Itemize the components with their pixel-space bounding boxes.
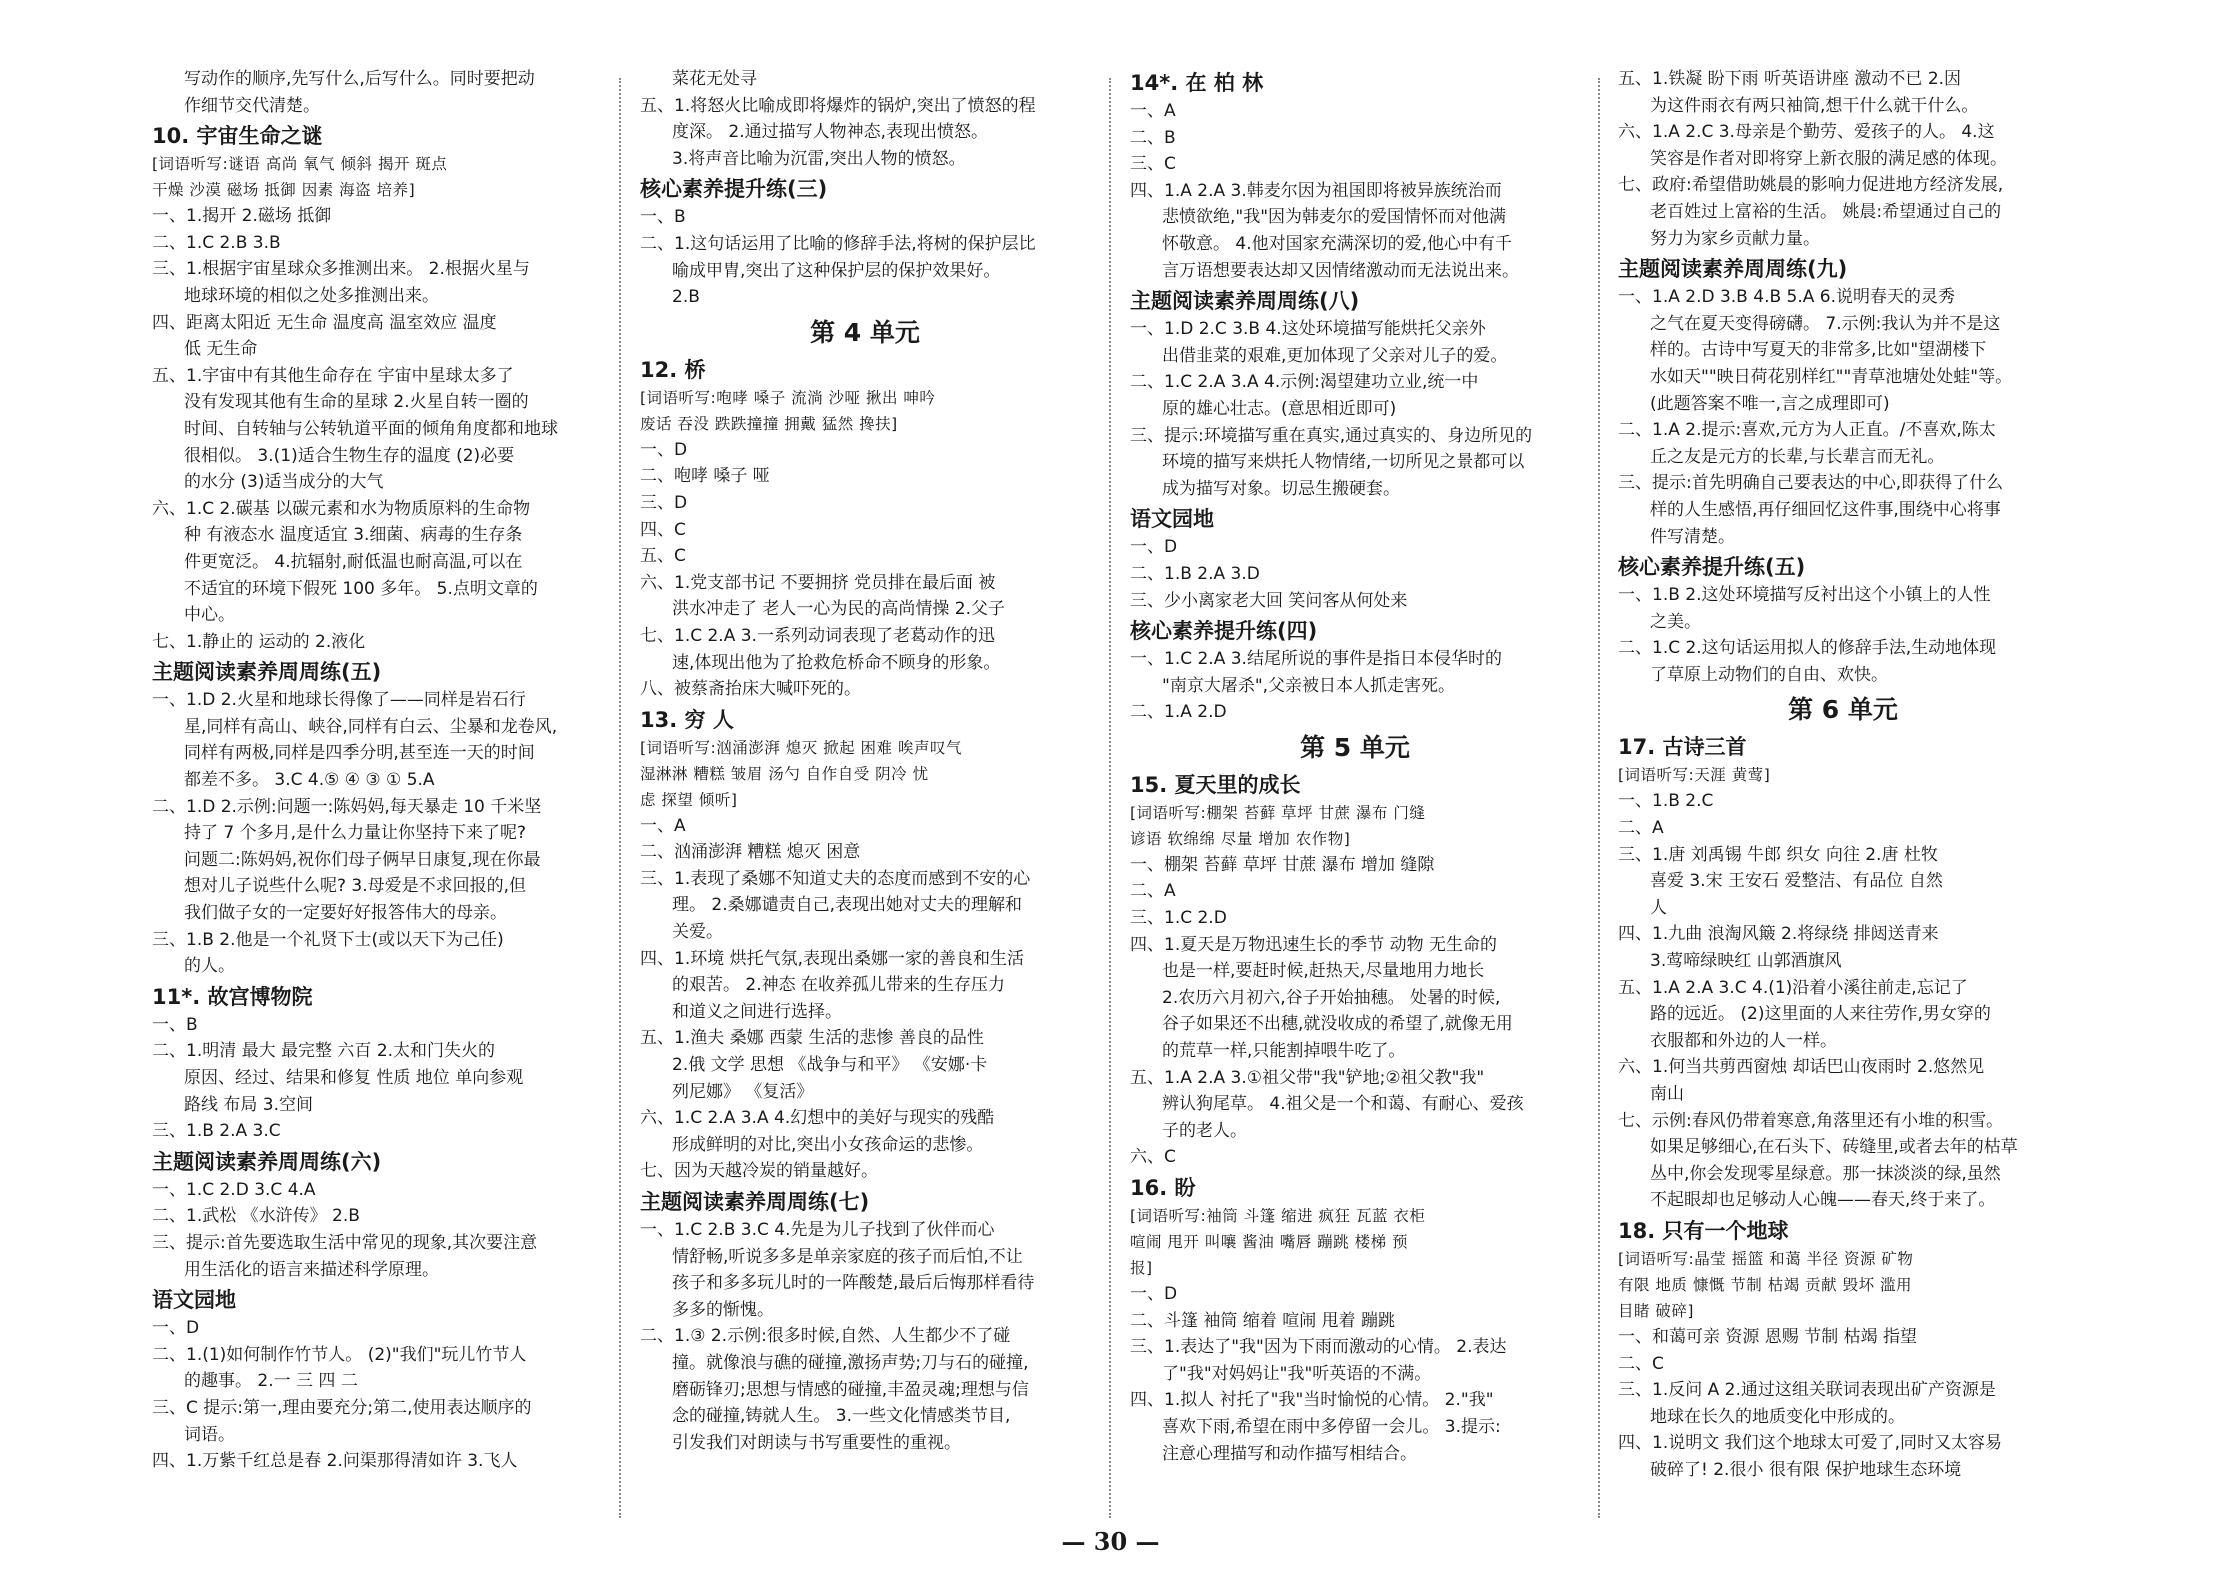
- answer-line-continued: 也是一样,要赶时候,赶热天,尽量地用力地长: [1162, 961, 1485, 982]
- answer-line-continued: 为这件雨衣有两只袖筒,想干什么就干什么。: [1650, 95, 1979, 116]
- answer-line-continued: 之美。: [1650, 611, 1701, 632]
- vocabulary-dictation-line: [词语听写:棚架 苔藓 草坪 甘蔗 瀑布 门缝: [1130, 803, 1426, 822]
- answer-line: 一、1.D 2.火星和地球长得像了——同样是岩石行: [152, 690, 526, 711]
- answer-line: 一、B: [640, 207, 686, 228]
- answer-line: 六、1.C 2.A 3.A 4.幻想中的美好与现实的残酷: [640, 1108, 995, 1129]
- answer-line: 二、1.A 2.D: [1130, 702, 1227, 723]
- answer-line-continued: 了草原上动物们的自由、欢快。: [1650, 664, 1888, 685]
- answer-column-2: [640, 66, 1090, 1526]
- section-heading: 语文园地: [1130, 507, 1214, 532]
- answer-line-continued: 2.俄 文学 思想 《战争与和平》 《安娜·卡: [672, 1055, 988, 1076]
- answer-line-continued: (此题答案不唯一,言之成理即可): [1650, 393, 1890, 414]
- answer-line-continued: 喜欢下雨,希望在雨中多停留一会儿。 3.提示:: [1162, 1416, 1501, 1437]
- answer-line: 一、1.B 2.这处环境描写反衬出这个小镇上的人性: [1618, 585, 1991, 606]
- answer-line-continued: 努力为家乡贡献力量。: [1650, 228, 1820, 249]
- answer-line-continued: 2.B: [672, 287, 700, 308]
- answer-line-continued: 列尼娜》 《复活》: [672, 1081, 814, 1102]
- answer-line: 一、1.揭开 2.磁场 抵御: [152, 206, 332, 227]
- answer-line-continued: 中心。: [184, 605, 235, 626]
- answer-line-continued: 低 无生命: [184, 339, 258, 360]
- section-heading: 主题阅读素养周周练(五): [152, 660, 382, 685]
- answer-line: 三、1.唐 刘禹锡 牛郎 织女 向往 2.唐 杜牧: [1618, 844, 1938, 865]
- column-divider-1: [619, 78, 621, 1518]
- answer-line-continued: 理。 2.桑娜谴责自己,表现出她对丈夫的理解和: [672, 895, 1023, 916]
- answer-line-continued: 衣服都和外边的人一样。: [1650, 1030, 1837, 1051]
- answer-line: 三、D: [640, 492, 688, 513]
- answer-line: 三、1.反问 A 2.通过这组关联词表现出矿产资源是: [1618, 1380, 1996, 1401]
- answer-line-continued: 问题二:陈妈妈,祝你们母子俩早日康复,现在你最: [184, 849, 541, 870]
- column-divider-3: [1598, 78, 1600, 1518]
- answer-line: 七、示例:春风仍带着寒意,角落里还有小堆的积雪。: [1618, 1110, 2004, 1131]
- answer-line: 五、1.将怒火比喻成即将爆炸的锅炉,突出了愤怒的程: [640, 95, 1036, 116]
- column-divider-2: [1109, 78, 1111, 1518]
- vocabulary-dictation-line: [词语听写:咆哮 嗓子 流淌 沙哑 揪出 呻吟: [640, 388, 936, 407]
- answer-line: 一、1.D 2.C 3.B 4.这处环境描写能烘托父亲外: [1130, 319, 1486, 340]
- section-heading: 18. 只有一个地球: [1618, 1218, 1789, 1243]
- vocabulary-dictation-line: 废话 吞没 跌跌撞撞 拥戴 猛然 搀扶]: [640, 414, 898, 433]
- answer-line-continued: 丛中,你会发现零星绿意。那一抹淡淡的绿,虽然: [1650, 1163, 2001, 1184]
- answer-line-continued: 破碎了! 2.很小 很有限 保护地球生态环境: [1650, 1459, 1962, 1480]
- answer-line-continued: 我们做子女的一定要好好报答伟大的母亲。: [184, 903, 507, 924]
- answer-line-continued: 时间、自转轴与公转轨道平面的倾角角度都和地球: [184, 418, 558, 439]
- answer-line: 二、B: [1130, 127, 1176, 148]
- vocabulary-dictation-line: 湿淋淋 糟糕 皱眉 汤勺 自作自受 阴冷 忧: [640, 764, 929, 783]
- section-heading: 主题阅读素养周周练(六): [152, 1149, 382, 1174]
- answer-line-continued: 用生活化的语言来描述科学原理。: [184, 1259, 439, 1280]
- answer-line-continued: 环境的描写来烘托人物情绪,一切所见之景都可以: [1162, 452, 1525, 473]
- unit-heading: 第 6 单元: [1788, 695, 1898, 725]
- section-heading: 10. 宇宙生命之谜: [152, 124, 323, 149]
- answer-line-continued: 路的远近。 (2)这里面的人来往劳作,男女穿的: [1650, 1004, 1991, 1025]
- answer-line: 五、1.渔夫 桑娜 西蒙 生活的悲惨 善良的品性: [640, 1028, 984, 1049]
- answer-line-continued: 件写清楚。: [1650, 526, 1735, 547]
- answer-line-continued: 注意心理描写和动作描写相结合。: [1162, 1443, 1417, 1464]
- answer-line-continued: 持了 7 个多月,是什么力量让你坚持下来了呢?: [184, 823, 527, 844]
- answer-line: 一、B: [152, 1014, 198, 1035]
- answer-line-continued: 谷子如果还不出穗,就没收成的希望了,就像无用: [1162, 1014, 1513, 1035]
- answer-line: 二、1.A 2.提示:喜欢,元方为人正直。/不喜欢,陈太: [1618, 420, 1996, 441]
- answer-line-continued: 件更宽泛。 4.抗辐射,耐低温也耐高温,可以在: [184, 551, 523, 572]
- answer-line: 三、C 提示:第一,理由要充分;第二,使用表达顺序的: [152, 1397, 532, 1418]
- answer-line-continued: 速,体现出他为了抢救危桥命不顾身的形象。: [672, 652, 1001, 673]
- section-heading: 12. 桥: [640, 357, 706, 382]
- answer-line-continued: 引发我们对朗读与书写重要性的重视。: [672, 1432, 961, 1453]
- answer-line: 七、1.静止的 运动的 2.液化: [152, 631, 366, 652]
- answer-line-continued: 样的人生感悟,再仔细回忆这件事,围绕中心将事: [1650, 499, 2001, 520]
- answer-line: 一、1.B 2.C: [1618, 791, 1714, 812]
- answer-line-continued: 关爱。: [672, 922, 723, 943]
- answer-line-continued: 情舒畅,听说多多是单亲家庭的孩子而后怕,不让: [672, 1246, 1023, 1267]
- answer-line: 五、C: [640, 546, 686, 567]
- answer-line-continued: "南京大屠杀",父亲被日本人抓走害死。: [1162, 675, 1456, 696]
- answer-line: 四、1.环境 烘托气氛,表现出桑娜一家的善良和生活: [640, 948, 1025, 969]
- answer-line: 二、1.③ 2.示例:很多时候,自然、人生都少不了碰: [640, 1326, 1011, 1347]
- section-heading: 11*. 故宫博物院: [152, 984, 313, 1009]
- page-number: — 30 —: [1061, 1527, 1160, 1556]
- answer-line-continued: 如果足够细心,在石头下、砖缝里,或者去年的枯草: [1650, 1137, 2018, 1158]
- answer-line: 二、1.C 2.B 3.B: [152, 232, 281, 253]
- answer-line-continued: 不适宜的环境下假死 100 多年。 5.点明文章的: [184, 578, 538, 599]
- answer-line-continued: 老百姓过上富裕的生活。 姚晨:希望通过自己的: [1650, 201, 2002, 222]
- answer-line-continued: 的艰苦。 2.神态 在收养孤儿带来的生存压力: [672, 975, 1006, 996]
- answer-line: 一、D: [1130, 1284, 1178, 1304]
- answer-column-1: [152, 66, 602, 1526]
- answer-column-3: [1130, 66, 1580, 1526]
- section-heading: 主题阅读素养周周练(七): [640, 1190, 870, 1214]
- answer-line: 二、1.这句话运用了比喻的修辞手法,将树的保护层比: [640, 233, 1036, 254]
- answer-line-continued: 样的。古诗中写夏天的非常多,比如"望湖楼下: [1650, 340, 1987, 361]
- answer-line: 三、1.B 2.他是一个礼贤下士(或以天下为己任): [152, 929, 504, 950]
- unit-heading: 第 4 单元: [810, 317, 920, 347]
- vocabulary-dictation-line: 报]: [1130, 1259, 1153, 1277]
- answer-line-continued: 辨认狗尾草。 4.祖父是一个和蔼、有耐心、爱孩: [1162, 1094, 1524, 1115]
- section-heading: 14*. 在 柏 林: [1130, 71, 1264, 95]
- answer-line-continued: 不起眼却也足够动人心魄——春天,终于来了。: [1650, 1190, 1996, 1211]
- answer-line: 八、被蔡斋抬床大喊吓死的。: [640, 679, 861, 700]
- section-heading: 语文园地: [152, 1288, 236, 1313]
- answer-line: 一、1.A 2.D 3.B 4.B 5.A 6.说明春天的灵秀: [1618, 287, 1956, 308]
- answer-line: 一、1.C 2.B 3.C 4.先是为儿子找到了伙伴而心: [640, 1220, 995, 1240]
- answer-line: 二、A: [1618, 818, 1664, 839]
- vocabulary-dictation-line: [词语听写:汹涌澎湃 熄灭 掀起 困难 唉声叹气: [640, 738, 962, 757]
- answer-line-continued: 的趣事。 2.一 三 四 二: [184, 1371, 358, 1392]
- answer-line-continued: 写动作的顺序,先写什么,后写什么。同时要把动: [184, 69, 535, 89]
- answer-line: 三、提示:环境描写重在真实,通过真实的、身边所见的: [1130, 425, 1533, 446]
- answer-column-4: [1618, 66, 2068, 1526]
- answer-line-continued: 笑容是作者对即将穿上新衣服的满足感的体现。: [1650, 148, 2007, 169]
- answer-line: 三、1.B 2.A 3.C: [152, 1121, 281, 1142]
- answer-line-continued: 孩子和多多玩儿时的一阵酸楚,最后后悔那样看待: [672, 1273, 1035, 1294]
- answer-line-continued: 星,同样有高山、峡谷,同样有白云、尘暴和龙卷风,: [184, 716, 558, 737]
- answer-line-continued: 多多的惭愧。: [672, 1299, 774, 1320]
- answer-line-continued: 怀敬意。 4.他对国家充满深切的爱,他心中有千: [1162, 233, 1513, 254]
- section-heading: 主题阅读素养周周练(八): [1130, 289, 1360, 314]
- answer-line: 六、1.C 2.碳基 以碳元素和水为物质原料的生命物: [152, 498, 531, 519]
- vocabulary-dictation-line: [词语听写:袖筒 斗篷 缩进 疯狂 瓦蓝 衣柜: [1130, 1207, 1426, 1225]
- section-heading: 核心素养提升练(四): [1130, 619, 1318, 644]
- vocabulary-dictation-line: 有限 地质 慷慨 节制 枯竭 贡献 毁坏 滥用: [1618, 1275, 1912, 1294]
- vocabulary-dictation-line: 干燥 沙漠 磁场 抵御 因素 海盗 培养]: [152, 181, 416, 200]
- answer-line-continued: 喜爱 3.宋 王安石 爱整洁、有品位 自然: [1650, 871, 1943, 892]
- answer-line: 三、C: [1130, 154, 1176, 175]
- answer-line-continued: 词语。: [184, 1424, 235, 1445]
- answer-line-continued: 同样有两极,同样是四季分明,甚至连一天的时间: [184, 743, 535, 764]
- unit-heading: 第 5 单元: [1300, 732, 1410, 762]
- answer-line-continued: 很相似。 3.(1)适合生物生存的温度 (2)必要: [184, 445, 515, 466]
- answer-line: 一、A: [640, 815, 686, 836]
- answer-line: 三、少小离家老大回 笑问客从何处来: [1130, 590, 1408, 611]
- answer-line-continued: 成为描写对象。切忌生搬硬套。: [1162, 478, 1400, 499]
- vocabulary-dictation-line: 虑 探望 倾听]: [640, 790, 738, 809]
- section-heading: 主题阅读素养周周练(九): [1618, 257, 1848, 282]
- answer-line-continued: 丘之友是元方的长辈,与长辈言而无礼。: [1650, 446, 1945, 467]
- answer-line-continued: 路线 布局 3.空间: [184, 1094, 314, 1115]
- answer-line-continued: 菜花无处寻: [672, 69, 757, 89]
- answer-line: 二、A: [1130, 881, 1176, 902]
- answer-line-continued: 之气在夏天变得磅礴。 7.示例:我认为并不是这: [1650, 313, 2001, 334]
- answer-line: 一、A: [1130, 101, 1176, 121]
- answer-line: 二、汹涌澎湃 糟糕 熄灭 困意: [640, 842, 861, 863]
- answer-line: 二、1.武松 《水浒传》 2.B: [152, 1206, 360, 1227]
- answer-line-continued: 地球在长久的地质变化中形成的。: [1650, 1406, 1905, 1427]
- answer-line: 二、1.C 2.A 3.A 4.示例:渴望建功立业,统一中: [1130, 372, 1479, 393]
- answer-line: 四、C: [640, 519, 686, 540]
- vocabulary-dictation-line: [词语听写:天涯 黄莺]: [1618, 766, 1771, 785]
- answer-line: 一、棚架 苔藓 草坪 甘蔗 瀑布 增加 缝隙: [1130, 854, 1435, 875]
- answer-line: 五、1.铁凝 盼下雨 听英语讲座 激动不已 2.因: [1618, 69, 1962, 89]
- answer-line: 四、1.拟人 衬托了"我"当时愉悦的心情。 2."我": [1130, 1390, 1494, 1411]
- section-heading: 核心素养提升练(五): [1618, 555, 1806, 580]
- answer-line: 六、1.何当共剪西窗烛 却话巴山夜雨时 2.悠然见: [1618, 1057, 1985, 1078]
- answer-line-continued: 言万语想要表达却又因情绪激动而无法说出来。: [1162, 260, 1519, 281]
- answer-line: 二、1.D 2.示例:问题一:陈妈妈,每天暴走 10 千米坚: [152, 796, 542, 817]
- answer-line-continued: 原的雄心壮志。(意思相近即可): [1162, 398, 1397, 419]
- section-heading: 17. 古诗三首: [1618, 735, 1747, 760]
- answer-line-continued: 子的老人。: [1162, 1120, 1247, 1141]
- answer-line-continued: 的水分 (3)适当成分的大气: [184, 472, 384, 493]
- answer-line: 二、C: [1618, 1353, 1664, 1374]
- answer-line: 三、1.表现了桑娜不知道丈夫的态度而感到不安的心: [640, 868, 1031, 889]
- answer-line-continued: 想对儿子说些什么呢? 3.母爱是不求回报的,但: [184, 876, 527, 897]
- vocabulary-dictation-line: [词语听写:谜语 高尚 氧气 倾斜 揭开 斑点: [152, 155, 448, 174]
- answer-line-continued: 原因、经过、结果和修复 性质 地位 单向参观: [184, 1068, 524, 1088]
- answer-line: 二、1.(1)如何制作竹节人。 (2)"我们"玩儿竹节人: [152, 1344, 527, 1365]
- answer-line-continued: 出借韭菜的艰难,更加体现了父亲对儿子的爱。: [1162, 345, 1508, 366]
- answer-line: 二、1.C 2.这句话运用拟人的修辞手法,生动地体现: [1618, 638, 1997, 659]
- answer-line: 五、1.A 2.A 3.①祖父带"我"铲地;②祖父教"我": [1130, 1067, 1485, 1088]
- answer-line: 二、斗篷 袖筒 缩着 喧闹 甩着 蹦跳: [1130, 1310, 1396, 1331]
- answer-line: 四、1.夏天是万物迅速生长的季节 动物 无生命的: [1130, 934, 1498, 955]
- answer-line-continued: 都差不多。 3.C 4.⑤ ④ ③ ① 5.A: [184, 770, 435, 791]
- answer-line: 四、距离太阳近 无生命 温度高 温室效应 温度: [152, 312, 497, 333]
- answer-line: 三、提示:首先明确自己要表达的中心,即获得了什么: [1618, 473, 2004, 494]
- answer-line: 四、1.九曲 浪淘风簸 2.将绿绕 排闼送青来: [1618, 924, 1939, 945]
- answer-line-continued: 作细节交代清楚。: [184, 95, 320, 116]
- answer-line-continued: 种 有液态水 温度适宜 3.细菌、病毒的生存条: [184, 525, 523, 546]
- answer-line-continued: 度深。 2.通过描写人物神态,表现出愤怒。: [672, 122, 989, 143]
- answer-line: 一、1.C 2.A 3.结尾所说的事件是指日本侵华时的: [1130, 649, 1502, 670]
- answer-line: 二、1.明清 最大 最完整 六百 2.太和门失火的: [152, 1041, 496, 1062]
- section-heading: 16. 盼: [1130, 1176, 1196, 1200]
- answer-line-continued: 南山: [1650, 1084, 1684, 1104]
- answer-line: 四、1.万紫千红总是春 2.问渠那得清如许 3.飞人: [152, 1451, 518, 1472]
- answer-line-continued: 没有发现其他有生命的星球 2.火星自转一圈的: [184, 392, 529, 413]
- answer-line: 二、1.B 2.A 3.D: [1130, 563, 1260, 584]
- answer-line-continued: 形成鲜明的对比,突出小女孩命运的悲惨。: [672, 1134, 984, 1155]
- answer-line-continued: 人: [1650, 897, 1667, 918]
- answer-line-continued: 了"我"对妈妈让"我"听英语的不满。: [1162, 1363, 1432, 1384]
- section-heading: 核心素养提升练(三): [640, 177, 828, 202]
- answer-line: 七、因为天越冷炭的销量越好。: [640, 1161, 878, 1182]
- answer-line: 四、1.说明文 我们这个地球太可爱了,同时又太容易: [1618, 1433, 2003, 1454]
- answer-line-continued: 3.莺啼绿映红 山郭酒旗风: [1650, 951, 1842, 972]
- answer-line: 三、提示:首先要选取生活中常见的现象,其次要注意: [152, 1232, 538, 1253]
- answer-line-continued: 磨砺锋刃;思想与情感的碰撞,丰盈灵魂;理想与信: [672, 1379, 1029, 1400]
- vocabulary-dictation-line: 目睹 破碎]: [1618, 1301, 1694, 1320]
- answer-line: 一、D: [640, 439, 688, 460]
- answer-line-continued: 2.农历六月初六,谷子开始抽穗。 处暑的时候,: [1162, 987, 1501, 1008]
- answer-line-continued: 水如天""映日荷花别样红""青草池塘处处蛙"等。: [1650, 366, 2013, 387]
- answer-line: 七、政府:希望借助姚晨的影响力促进地方经济发展,: [1618, 175, 2004, 196]
- answer-line-continued: 的人。: [184, 956, 235, 977]
- answer-line-continued: 3.将声音比喻为沉雷,突出人物的愤怒。: [672, 148, 966, 169]
- answer-line: 四、1.A 2.A 3.韩麦尔因为祖国即将被异族统治而: [1130, 180, 1502, 201]
- answer-line: 六、1.党支部书记 不要拥挤 党员排在最后面 被: [640, 572, 996, 593]
- vocabulary-dictation-line: 喧闹 甩开 叫嚷 酱油 嘴唇 蹦跳 楼梯 预: [1130, 1233, 1408, 1251]
- answer-line-continued: 撞。就像浪与礁的碰撞,激扬声势;刀与石的碰撞,: [672, 1352, 1029, 1373]
- answer-line: 五、1.宇宙中有其他生命存在 宇宙中星球太多了: [152, 365, 514, 386]
- answer-line-continued: 地球环境的相似之处多推测出来。: [184, 285, 439, 306]
- vocabulary-dictation-line: [词语听写:晶莹 摇篮 和蔼 半径 资源 矿物: [1618, 1249, 1914, 1268]
- answer-line: 二、咆哮 嗓子 哑: [640, 466, 770, 487]
- answer-line: 五、1.A 2.A 3.C 4.(1)沿着小溪往前走,忘记了: [1618, 977, 1968, 998]
- answer-line-continued: 的荒草一样,只能割掉喂牛吃了。: [1162, 1041, 1406, 1062]
- answer-line: 六、C: [1130, 1147, 1176, 1168]
- answer-line-continued: 喻成甲胄,突出了这种保护层的保护效果好。: [672, 260, 1001, 281]
- answer-line: 七、1.C 2.A 3.一系列动词表现了老葛动作的迅: [640, 625, 995, 646]
- answer-line: 一、D: [1130, 537, 1178, 558]
- vocabulary-dictation-line: 谚语 软绵绵 尽量 增加 农作物]: [1130, 829, 1351, 848]
- section-heading: 13. 穷 人: [640, 707, 734, 732]
- section-heading: 15. 夏天里的成长: [1130, 772, 1301, 797]
- answer-line: 一、D: [152, 1318, 200, 1339]
- answer-line-continued: 念的碰撞,铸就人生。 3.一些文化情感类节目,: [672, 1406, 1011, 1427]
- answer-line: 三、1.C 2.D: [1130, 908, 1227, 929]
- answer-line: 六、1.A 2.C 3.母亲是个勤劳、爱孩子的人。 4.这: [1618, 122, 1995, 143]
- answer-line-continued: 洪水冲走了 老人一心为民的高尚情操 2.父子: [672, 599, 1006, 620]
- answer-line: 三、1.根据宇宙星球众多推测出来。 2.根据火星与: [152, 259, 530, 280]
- answer-line: 一、1.C 2.D 3.C 4.A: [152, 1179, 316, 1200]
- answer-line-continued: 和道义之间进行选择。: [672, 1001, 842, 1022]
- answer-line: 三、1.表达了"我"因为下雨而激动的心情。 2.表达: [1130, 1337, 1507, 1358]
- answer-line: 一、和蔼可亲 资源 恩赐 节制 枯竭 指望: [1618, 1326, 1918, 1347]
- answer-line-continued: 悲愤欲绝,"我"因为韩麦尔的爱国情怀而对他满: [1162, 207, 1507, 228]
